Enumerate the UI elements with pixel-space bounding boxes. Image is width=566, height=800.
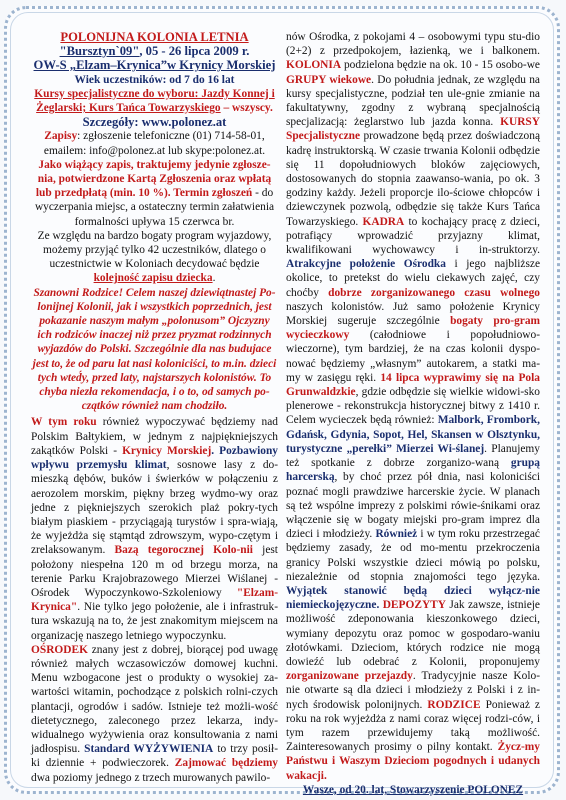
free-time-label: dobrze zorganizowanego czasu wolnego <box>328 286 540 299</box>
climate-text: , sosnowe lasy z do-mieszką dębów, buków i świerków w połączeniu z aerozolem morskim, piękny brzeg wydmo-wy oraz jedne z piękniejszych szerokich plaż pokry-tych białym piaskiem - przyciągają turystów i spra-wiają, że wyjeżdża się stąmtąd zdrowszym, wypo-czętym i zrelaksowanym. <box>31 459 279 557</box>
base-text: jest położony niespełna 120 m od brzegu morza, na terenie Parku Krajobrazowego Mierzei Wiślanej - Ośrodek Wypoczynkowo-Szkoleniowy <box>31 544 278 599</box>
base-name: "Elzam-Krynica" <box>31 586 278 614</box>
courses-line <box>31 87 278 115</box>
program-text: (całodniowe i popołudniowo-wieczorne), tym bardziej, że na czas kolonii dyspo-nować będziemy „własnym” autokarem, a statki ma-my w zasięgu ręki. <box>286 329 540 384</box>
scouts-highlight: grupą harcerską <box>286 457 540 484</box>
wishes-text: Życz-my Państwu i Waszym Dzieciom pogodnych i udanych wakacji. <box>286 741 540 782</box>
parents-appeal: Szanowni Rodzice! Celem naszej dziewiątnastej Po-lonijnej Kolonii, jak i wszystkich poprzednich, jest pokazanie naszym małym „polonusom” Ojczyzny ich rodziców inaczej niż przez pryzmat rodzinnych wyjazdów do Polski. Szczególnie dla nas budujace jest to, że od paru lat nasi koloniciści, to m.in. dzieci tych wted́y, przed laty, najstarszych kolonistów. To chyba niezła rekomendacja, i o to, od samych po-czątków również nam chodziło. <box>32 286 277 413</box>
order-end: . <box>212 272 216 285</box>
staff-text: to kochający pracę z dzieci, potrafiący wprowadzić przyjazny klimat, kwalifikowani wychowawcy i in-struktorzy. <box>286 215 540 257</box>
rooms-label: Zajmować będziemy <box>174 757 279 770</box>
food-text: to trzy posił-ki dziennie + podwieczorek. <box>31 743 278 770</box>
colony-label: KOLONIA <box>286 59 342 72</box>
rooms-cont-text: nów Ośrodka, z pokojami 4 – osobowymi typu stu-dio (2+2) z przedpokojem, łazienką, we i balkonem. <box>286 31 540 58</box>
camp-dates: , 05 - 26 lipca 2009 r. <box>139 44 250 59</box>
krynica-highlight: Krynicy Morskiej <box>122 444 212 457</box>
binding-text: Jako wiążący zapis, traktujemy jedynie zgłosze-nia, potwierdzone Kartą Zgłoszenia oraz wpłatą lub przedpłatą (min. 10 %). <box>35 158 272 200</box>
courses-text: Kursy specjalistyczne do wyboru: Jazdy Konnej i Żeglarski; Kurs Tańca Towarzyskiego <box>34 87 275 115</box>
base-label: Bazą tegorocznej Kolo-nii <box>114 544 253 557</box>
courses-label: KURSY Specjalistyczne <box>286 116 540 143</box>
places-highlight: Malbork, Frombork, Gdańsk, Gdynia, Sopot, Hel, Skansen w Olsztynku, turystyczne „perełki” Mierzei Wi-ślanej <box>286 414 540 455</box>
rooms-text: dwa poziomy jednego z trzech murowanych pawilo- <box>31 771 271 784</box>
transport-text: . Tradycyjnie nasze Kolo-nie otwarte są dla dzieci i młodzieży z Polski i z in-nych środowisk polonijnych. <box>286 670 540 711</box>
center-paragraph <box>31 643 278 785</box>
exception-text: Wyjątek stanowić będą dzieci wyłącz-nie niemieckojęzyczne. <box>286 584 540 612</box>
location-text: i jego najbliższe okolice, to pretekst do wielu ciekawych zajęć, czy choćby <box>286 258 540 299</box>
binding-info <box>31 158 278 229</box>
groups-label: GRUPY wiekowe <box>286 73 372 86</box>
program-text-2: , gdzie odbędzie się wielkie widowi-sko plenerowe - rekonstrukcja historycznej bitwy z 1410 r. Celem wycieczek będą również: <box>286 386 540 427</box>
limited-places <box>31 229 278 286</box>
location-label: Atrakcyjne położenie Ośrodka <box>286 258 446 271</box>
deposit-text: Jak zawsze, istnieje możliwość zdeponowania kieszonkowego dzieci, wymiany depozytu oraz pomoc w gospodaro-waniu złotówkami. Dzieciom, których rodzice nie mogą dowieźć lub odebrać z Kolonii, proponujemy <box>286 599 540 668</box>
program-text-3: . Planujemy też spotkanie z dobrze zorganizo-waną <box>286 442 540 470</box>
parents-text: Ponieważ z roku na rok wyjeżdża z nami coraz więcej rodzi-ców, i tym razem przewidujemy taką możliwość. Zainteresowanych prosimy o pilny kontakt. <box>286 698 540 754</box>
this-year-text: również wypoczywać będziemy nad Polskim Bałtykiem, w jednym z najpiękniejszych zakątków Polski - <box>31 416 278 457</box>
signature: Wasze, od 20. lat, Stowarzyszenie POLONEZ <box>302 783 524 796</box>
signup-info <box>31 129 278 157</box>
climate-highlight: . Pozbawiony wpływu przemysłu klimat <box>31 444 278 472</box>
center-text: znany jest z dobrej, biorącej pod uwagę również małych wczasowiczów domowej kuchni. Menu wzbogacone jest o produkty o wysokiej za-wartości witamin, pochodzące z polskich rolni-czych plantacji, ogrodów i sadów. Istnieje też możli-wość dietetycznego, zaleconego przez lekarza, indy-widualnego wyżywienia oraz konsultowania z nami jadłospisu. <box>31 643 278 756</box>
parents-label: RODZICE <box>427 698 481 711</box>
rooms-continued <box>286 30 540 783</box>
deadline-text: - do wyczerpania miejsc, a ostateczny termin załatwienia formalności upływa 15 czerwca br. <box>34 187 275 228</box>
center-label: OŚRODEK <box>31 643 88 656</box>
limited-text: Ze względu na bardzo bogaty program wyjazdowy, możemy przyjąć tylko 42 uczestników, dlatego o uczestnictwie w Koloniach decydować będzie <box>37 229 272 271</box>
base-text-2: . Nie tylko jego położenie, ale i infrastruk-tura wskazują na to, że jest znakomitym miejscem na organizację naszego letniego wypoczynku. <box>31 601 278 642</box>
courses-all: – wszyscy. <box>220 102 273 115</box>
food-label: Standard WYŻYWIENIA <box>84 743 214 756</box>
equally-label: Również <box>372 528 418 541</box>
grunwald-highlight: 14 lipca wyprawimy się na Pola Grunwaldzkie <box>286 371 540 399</box>
order-text: kolejność zapisu dziecka <box>93 272 213 285</box>
left-column <box>31 30 278 785</box>
deposit-label: DEPOZYTY <box>382 599 446 612</box>
transport-label: zorganizowane przejazdy <box>286 670 413 683</box>
headline: POLONIJNA KOLONIA LETNIA <box>60 30 249 44</box>
signup-text: : zgłoszenie telefoniczne (01) 714-58-01, emailem: info@polonez.at lub skype:polonez.at. <box>43 130 266 157</box>
colony-text: podzielona będzie na ok. 10 - 15 osobo-we <box>341 59 540 72</box>
right-column <box>286 30 540 797</box>
staff-label: KADRA <box>362 215 405 228</box>
program-text-5: i w tym roku przestrzegać będziemy zasady, że od mo-mentu przekroczenia granicy Polski wszystkie dzieci mówią po polsku, niezależnie od stopnia znajomości tego języka. <box>286 528 540 583</box>
location-text-2: naszych kolonistów. Już samo położenie Krynicy Morskiej sugeruje szczególnie <box>286 300 540 328</box>
camp-name: "Bursztyn`09" <box>59 44 140 59</box>
program-text-4: , by choć przez pół dnia, nasi koloniciści poznać mogli prawdziwe harcerskie życie. W planach są też wspólne imprezy z polskimi rówie-śnikami oraz włączenie się w bogaty miejski pro-gram imprez dla dzieci i młodzieży. <box>286 471 540 541</box>
details-link[interactable]: Szczegóły: www.polonez.at <box>82 115 227 130</box>
this-year-label: W tym roku <box>31 416 97 429</box>
camp-place: OW-S „Elzam–Krynica”w Krynicy Morskiej <box>33 58 276 73</box>
colony-text-2: . Do południa jednak, ze względu na kursy specjalistyczne, podział ten ule-gnie zmianie na fakultatywny, zgodny z wybraną specjalnością specjalizacją: żeglarstwo lub jazda konna. <box>286 73 540 129</box>
age-range: Wiek uczestników: od 7 do 16 lat <box>74 73 235 86</box>
deadline-label: Termin zgłoszeń <box>170 187 253 200</box>
courses-description: prowadzone będą przez doświadczoną kadrę instruktorską. W czasie trwania Kolonii odbędzie się 11 dopołudniowych bloków zajęciowych, dostosowanych do stopnia zaawanso-wania, po ok. 3 godziny każdy. Jeżeli proporcje ilo-ściowe chłopców i dziewczynek pozwolą, odbędzie się także Kurs Tańca Towarzyskiego. <box>286 130 540 228</box>
program-label: bogaty pro-gram wycieczkowy <box>286 315 541 342</box>
this-year-paragraph <box>31 415 278 642</box>
subtitle <box>31 44 278 58</box>
signup-label: Zapisy <box>44 130 78 143</box>
